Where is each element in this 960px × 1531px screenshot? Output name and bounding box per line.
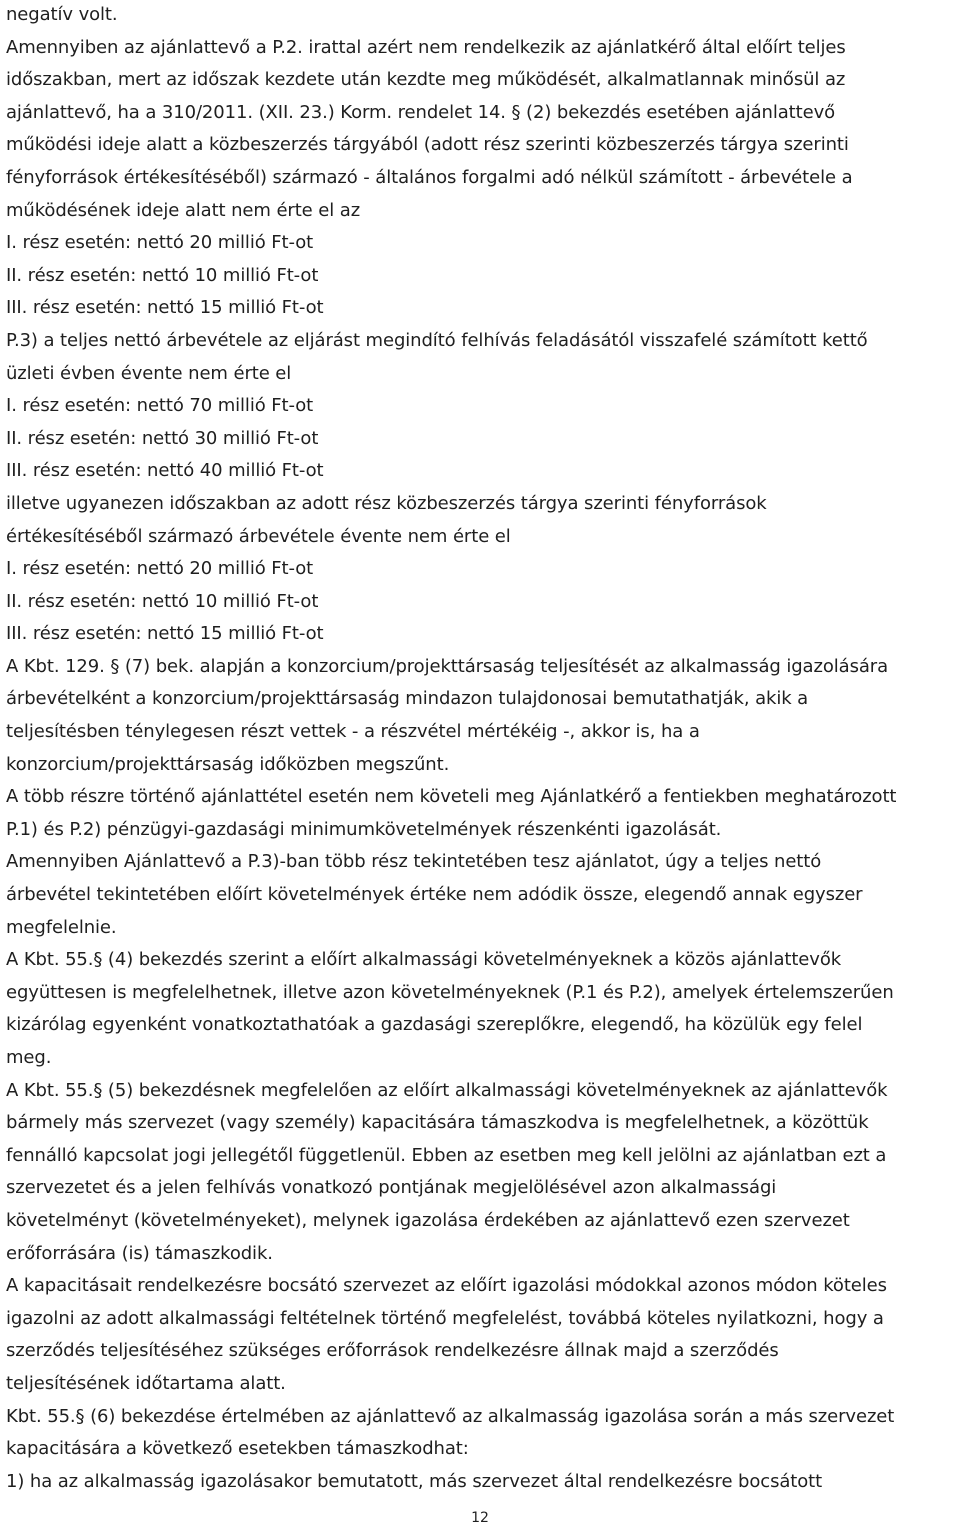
text-line: II. rész esetén: nettó 10 millió Ft-ot — [6, 264, 319, 286]
text-line: A Kbt. 129. § (7) bek. alapján a konzorcium/projekttársaság teljesítését az alkalmasság igazolására — [6, 655, 889, 677]
text-line: működésének ideje alatt nem érte el az — [6, 199, 361, 221]
text-line: A Kbt. 55.§ (4) bekezdés szerint a előírt alkalmassági követelményeknek a közös ajánlattevők — [6, 949, 842, 971]
text-line: P.3) a teljes nettó árbevétele az eljárást megindító felhívás feladásától visszafelé számított kettő — [6, 329, 868, 351]
text-line: II. rész esetén: nettó 10 millió Ft-ot — [6, 590, 319, 612]
page-number: 12 — [471, 1510, 489, 1526]
text-line: konzorcium/projekttársaság időközben megszűnt. — [6, 753, 450, 775]
text-line: árbevételként a konzorcium/projekttársaság mindazon tulajdonosai bemutathatják, akik a — [6, 688, 809, 710]
text-line: kizárólag egyenként vonatkoztathatóak a gazdasági szereplőkre, elegendő, ha közülük egy felel — [6, 1014, 863, 1036]
text-line: I. rész esetén: nettó 70 millió Ft-ot — [6, 395, 314, 417]
text-line: ajánlattevő, ha a 310/2011. (XII. 23.) Korm. rendelet 14. § (2) bekezdés esetében ajánlattevő — [6, 101, 836, 123]
text-line: fennálló kapcsolat jogi jellegétől függetlenül. Ebben az esetben meg kell jelölni az ajánlatban ezt a — [6, 1144, 887, 1166]
text-line: teljesítésének időtartama alatt. — [6, 1372, 286, 1394]
text-line: erőforrására (is) támaszkodik. — [6, 1242, 273, 1264]
text-line: A több részre történő ajánlattétel esetén nem követeli meg Ajánlatkérő a fentiekben meghatározott — [6, 786, 897, 808]
document-body — [6, 0, 956, 1498]
text-line: II. rész esetén: nettó 30 millió Ft-ot — [6, 427, 319, 449]
text-line: időszakban, mert az időszak kezdete után kezdte meg működését, alkalmatlannak minősül az — [6, 69, 846, 91]
text-line: Kbt. 55.§ (6) bekezdése értelmében az ajánlattevő az alkalmasság igazolása során a más szervezet — [6, 1405, 895, 1427]
text-line: szervezetet és a jelen felhívás vonatkozó pontjának megjelölésével azon alkalmassági — [6, 1177, 777, 1199]
text-line: Amennyiben Ajánlattevő a P.3)-ban több rész tekintetében tesz ajánlatot, úgy a teljes nettó — [6, 851, 822, 873]
text-line: fényforrások értékesítéséből) származó - általános forgalmi adó nélkül számított - árbevétele a — [6, 166, 853, 188]
text-line: igazolni az adott alkalmassági feltételnek történő megfelelést, továbbá köteles nyilatkozni, hogy a — [6, 1307, 884, 1329]
text-line: A kapacitásait rendelkezésre bocsátó szervezet az előírt igazolási módokkal azonos módon köteles — [6, 1275, 887, 1297]
text-line: szerződés teljesítéséhez szükséges erőforrások rendelkezésre állnak majd a szerződés — [6, 1340, 779, 1362]
text-line: negatív volt. — [6, 4, 118, 25]
text-line: I. rész esetén: nettó 20 millió Ft-ot — [6, 232, 314, 254]
text-line: meg. — [6, 1047, 52, 1068]
text-line: értékesítéséből származó árbevétele évente nem érte el — [6, 525, 511, 547]
text-line: együttesen is megfelelhetnek, illetve azon követelményeknek (P.1 és P.2), amelyek értelemszerűen — [6, 981, 894, 1003]
text-line: üzleti évben évente nem érte el — [6, 362, 292, 384]
text-line: A Kbt. 55.§ (5) bekezdésnek megfelelően az előírt alkalmassági követelményeknek az ajánlattevők — [6, 1079, 888, 1101]
text-line: III. rész esetén: nettó 15 millió Ft-ot — [6, 623, 324, 645]
text-line: illetve ugyanezen időszakban az adott rész közbeszerzés tárgya szerinti fényforrások — [6, 492, 767, 514]
text-line: P.1) és P.2) pénzügyi-gazdasági minimumkövetelmények részenkénti igazolását. — [6, 818, 722, 840]
text-line: követelményt (követelményeket), melynek igazolása érdekében az ajánlattevő ezen szervezet — [6, 1209, 850, 1231]
text-line: megfelelnie. — [6, 916, 117, 938]
text-line: árbevétel tekintetében előírt követelmények értéke nem adódik össze, elegendő annak egyszer — [6, 884, 863, 906]
text-line: bármely más szervezet (vagy személy) kapacitására támaszkodva is megfelelhetnek, a közöttük — [6, 1112, 869, 1134]
text-line: III. rész esetén: nettó 15 millió Ft-ot — [6, 297, 324, 319]
text-line: I. rész esetén: nettó 20 millió Ft-ot — [6, 558, 314, 580]
text-line: 1) ha az alkalmasság igazolásakor bemutatott, más szervezet által rendelkezésre bocsátott — [6, 1470, 823, 1492]
text-line: Amennyiben az ajánlattevő a P.2. irattal azért nem rendelkezik az ajánlatkérő által előírt teljes — [6, 36, 846, 58]
text-line: III. rész esetén: nettó 40 millió Ft-ot — [6, 460, 324, 482]
text-line: teljesítésben ténylegesen részt vettek - a részvétel mértékéig -, akkor is, ha a — [6, 721, 700, 743]
text-line: kapacitására a következő esetekben támaszkodhat: — [6, 1438, 469, 1460]
text-line: működési ideje alatt a közbeszerzés tárgyából (adott rész szerinti közbeszerzés tárgya szerinti — [6, 134, 849, 156]
